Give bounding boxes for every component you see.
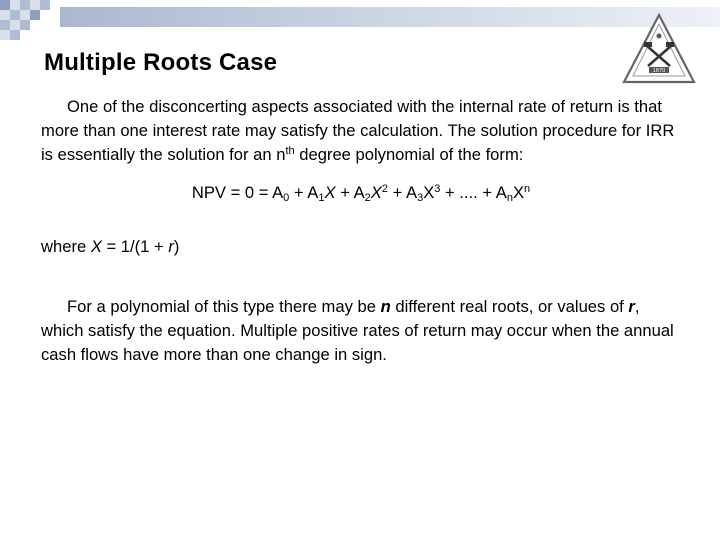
seal-year: 1870 (652, 68, 666, 74)
university-seal-icon (620, 12, 698, 90)
slide-title: Multiple Roots Case (44, 49, 278, 76)
npv-formula: NPV = $0 = A_0 + A_1X + A_2X^2 + A_3X^3$ + .... + $A_nX^n$ (191, 183, 531, 204)
decorative-checker-pattern (0, 0, 60, 42)
paragraph-intro: One of the disconcerting aspects associated with the internal rate of return is that more than one interest rate may satisfy the calculation. The solution procedure for IRR is essentially the solution for an $n^{th}$ degree polynomial of the form: (41, 97, 675, 164)
where-definition: where X = 1/(1 + r) (41, 237, 180, 256)
paragraph-roots: For a polynomial of this type there may be n different real roots, or values of r, which satisfy the equation. Multiple positive rates of return may occur when the annual cash flows have more than one change in sign. (41, 297, 674, 364)
slide-body (41, 95, 681, 367)
